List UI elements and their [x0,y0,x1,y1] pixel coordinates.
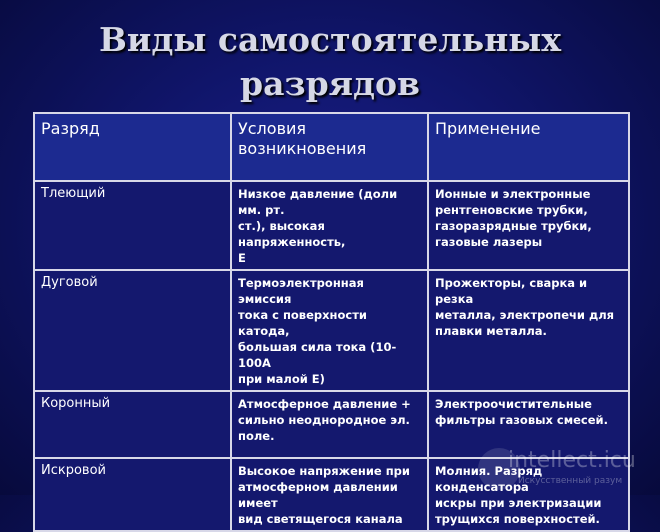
application-text: Электроочистительные фильтры газовых смесей. [435,397,608,427]
header-conditions: Условия возникновения [238,119,367,158]
table-header-row [34,113,629,181]
discharge-name: Искровой [41,463,106,478]
discharge-cell [34,181,231,270]
discharge-name: Тлеющий [41,186,106,201]
header-cell [428,113,629,181]
application-text: Прожекторы, сварка и резка металла, электропечи для плавки металла. [435,276,615,338]
conditions-text: Атмосферное давление + сильно неоднородное эл. поле. [238,397,411,443]
discharge-name: Коронный [41,396,111,411]
application-cell [428,181,629,270]
header-cell [231,113,428,181]
title-line-1: Виды самостоятельных [98,20,562,59]
conditions-cell [231,270,428,391]
discharge-cell [34,391,231,458]
application-cell [428,270,629,391]
application-text: Молния. Разряд конденсатора искры при электризации трущихся поверхностей. [435,464,602,526]
conditions-text: Термоэлектронная эмиссия тока с поверхности катода, большая сила тока (10-100А при малой Е) [238,276,397,386]
conditions-cell [231,181,428,270]
header-application: Применение [435,119,541,138]
conditions-cell [231,391,428,458]
table-row [34,270,629,391]
table-row [34,181,629,270]
conditions-text: Низкое давление (доли мм. рт. ст.), высокая напряженность, Е [238,187,398,265]
discharge-cell [34,270,231,391]
watermark-tagline: Искусственный разум [518,476,623,486]
slide-title [0,18,660,106]
header-discharge: Разряд [41,119,100,138]
application-text: Ионные и электронные рентгеновские трубки, газоразрядные трубки, газовые лазеры [435,187,592,249]
watermark [478,446,658,494]
conditions-text: Высокое напряжение при атмосферном давлении имеет вид светящегося канала [238,464,410,526]
discharge-name: Дуговой [41,275,98,290]
title-line-2: разрядов [240,64,420,103]
header-cell [34,113,231,181]
watermark-brand: intellect.icu [508,448,636,473]
